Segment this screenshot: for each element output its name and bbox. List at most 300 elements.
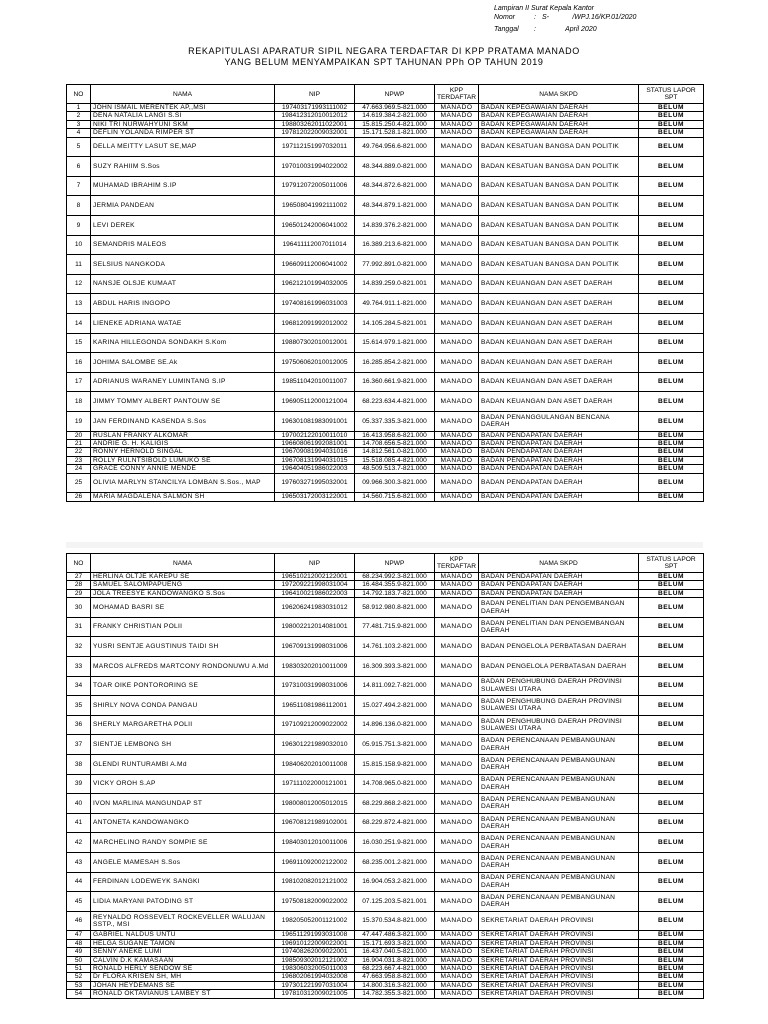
cell-kpp: MANADO [435, 392, 479, 412]
cell-status: BELUM [639, 473, 704, 493]
cell-nama: MUHAMAD IBRAHIM S.IP [91, 176, 275, 196]
cell-kpp: MANADO [435, 473, 479, 493]
cell-skpd: BADAN PERENCANAAN PEMBANGUNAN DAERAH [479, 794, 639, 814]
cell-no: 21 [67, 439, 91, 447]
cell-status: BELUM [639, 120, 704, 128]
col-header-nip: NIP [275, 85, 355, 104]
cell-npwp: 14.708.656.5-821.000 [355, 439, 435, 447]
cell-nip: 196910122009022001 [275, 939, 355, 947]
cell-status: BELUM [639, 573, 704, 581]
cell-kpp: MANADO [435, 235, 479, 255]
cell-skpd: BADAN KESATUAN BANGSA DAN POLITIK [479, 196, 639, 216]
table-row [67, 973, 704, 981]
table-row [67, 573, 704, 581]
cell-nip: 197209221998031004 [275, 581, 355, 589]
table-body-page-1 [67, 104, 704, 502]
cell-skpd: BADAN PENDAPATAN DAERAH [479, 589, 639, 597]
table-row [67, 120, 704, 128]
cell-kpp: MANADO [435, 637, 479, 657]
cell-npwp: 16.904.053.2-821.000 [355, 872, 435, 892]
table-row [67, 715, 704, 735]
col-header-kpp: KPP TERDAFTAR [435, 85, 479, 104]
cell-status: BELUM [639, 235, 704, 255]
cell-kpp: MANADO [435, 990, 479, 998]
cell-skpd: BADAN PENDAPATAN DAERAH [479, 439, 639, 447]
cell-kpp: MANADO [435, 196, 479, 216]
cell-skpd: BADAN PERENCANAAN PEMBANGUNAN DAERAH [479, 833, 639, 853]
cell-nama: MARIA MAGDALENA SALMON SH [91, 493, 275, 501]
cell-kpp: MANADO [435, 696, 479, 716]
cell-skpd: BADAN PERENCANAAN PEMBANGUNAN DAERAH [479, 774, 639, 794]
cell-nip: 197403171993111002 [275, 104, 355, 112]
cell-nip: 197301221997031004 [275, 981, 355, 989]
cell-skpd: BADAN KEUANGAN DAN ASET DAERAH [479, 274, 639, 294]
cell-nip: 196301221989032010 [275, 735, 355, 755]
cell-status: BELUM [639, 939, 704, 947]
cell-skpd: BADAN PERENCANAAN PEMBANGUNAN DAERAH [479, 754, 639, 774]
cell-npwp: 47.663.969.5-821.000 [355, 104, 435, 112]
cell-status: BELUM [639, 439, 704, 447]
cell-status: BELUM [639, 774, 704, 794]
cell-no: 28 [67, 581, 91, 589]
cell-status: BELUM [639, 598, 704, 618]
table-row [67, 392, 704, 412]
cell-npwp: 05.915.751.3-821.000 [355, 735, 435, 755]
cell-status: BELUM [639, 981, 704, 989]
cell-skpd: BADAN PENDAPATAN DAERAH [479, 573, 639, 581]
cell-kpp: MANADO [435, 456, 479, 464]
cell-kpp: MANADO [435, 372, 479, 392]
cell-status: BELUM [639, 973, 704, 981]
cell-nama: MOHAMAD BASRI SE [91, 598, 275, 618]
cell-nip: 196709081994031016 [275, 448, 355, 456]
table-row [67, 696, 704, 716]
cell-nip: 197508182009022002 [275, 892, 355, 912]
table-row [67, 774, 704, 794]
cell-no: 23 [67, 456, 91, 464]
cell-npwp: 68.229.872.4-821.000 [355, 813, 435, 833]
cell-no: 47 [67, 931, 91, 939]
cell-kpp: MANADO [435, 137, 479, 157]
cell-nip: 196511291993031008 [275, 931, 355, 939]
cell-npwp: 15.518.085.4-821.000 [355, 456, 435, 464]
table-row [67, 964, 704, 972]
cell-nip: 198002212014081001 [275, 617, 355, 637]
cell-status: BELUM [639, 411, 704, 431]
cell-nama: RONNY HERNOLD SINGAL [91, 448, 275, 456]
table-row [67, 754, 704, 774]
table-row [67, 473, 704, 493]
cell-nama: IVON MARLINA MANGUNDAP ST [91, 794, 275, 814]
cell-npwp: 16.389.213.6-821.000 [355, 235, 435, 255]
table-row [67, 235, 704, 255]
cell-nip: 198306032005011003 [275, 964, 355, 972]
cell-nama: SHERLY MARGARETHA POLII [91, 715, 275, 735]
table-row [67, 216, 704, 236]
cell-kpp: MANADO [435, 353, 479, 373]
cell-kpp: MANADO [435, 911, 479, 931]
tanggal-label: Tanggal [494, 26, 519, 33]
title-line-1: REKAPITULASI APARATUR SIPIL NEGARA TERDAFTAR DI KPP PRATAMA MANADO [188, 46, 580, 56]
cell-no: 19 [67, 411, 91, 431]
cell-skpd: SEKRETARIAT DAERAH PROVINSI [479, 931, 639, 939]
table-row [67, 676, 704, 696]
cell-status: BELUM [639, 493, 704, 501]
table-row [67, 465, 704, 473]
cell-nip: 197109212009022002 [275, 715, 355, 735]
cell-kpp: MANADO [435, 956, 479, 964]
table-row [67, 372, 704, 392]
cell-kpp: MANADO [435, 964, 479, 972]
cell-npwp: 16.360.661.9-821.000 [355, 372, 435, 392]
cell-npwp: 68.234.992.3-821.000 [355, 573, 435, 581]
cell-nip: 196802061994032008 [275, 973, 355, 981]
cell-nama: ANGELE MAMESAH S.Sos [91, 852, 275, 872]
page-break [66, 542, 703, 548]
cell-nip: 196911092002122002 [275, 852, 355, 872]
cell-skpd: SEKRETARIAT DAERAH PROVINSI [479, 939, 639, 947]
cell-no: 1 [67, 104, 91, 112]
cell-kpp: MANADO [435, 313, 479, 333]
table-header-row [67, 85, 704, 104]
cell-skpd: BADAN PERENCANAAN PEMBANGUNAN DAERAH [479, 892, 639, 912]
cell-no: 18 [67, 392, 91, 412]
tanggal-row [494, 25, 636, 34]
table-row [67, 852, 704, 872]
table-row [67, 981, 704, 989]
cell-npwp: 47.663.958.8-821.000 [355, 973, 435, 981]
cell-npwp: 48.344.872.6-821.000 [355, 176, 435, 196]
table-row [67, 313, 704, 333]
cell-nip: 196608061992081001 [275, 439, 355, 447]
cell-skpd: BADAN PENDAPATAN DAERAH [479, 448, 639, 456]
cell-skpd: BADAN PENDAPATAN DAERAH [479, 581, 639, 589]
table-row [67, 431, 704, 439]
cell-no: 3 [67, 120, 91, 128]
cell-kpp: MANADO [435, 255, 479, 275]
cell-status: BELUM [639, 294, 704, 314]
table-row [67, 872, 704, 892]
cell-no: 11 [67, 255, 91, 275]
cell-npwp: 16.309.393.3-821.000 [355, 657, 435, 677]
cell-no: 6 [67, 157, 91, 177]
cell-status: BELUM [639, 465, 704, 473]
table-row [67, 157, 704, 177]
cell-nama: HELGA SUGANE TAMON [91, 939, 275, 947]
cell-npwp: 77.992.891.0-821.000 [355, 255, 435, 275]
cell-skpd: BADAN KEUANGAN DAN ASET DAERAH [479, 353, 639, 373]
cell-nama: JOHAN HEYDEMANS SE [91, 981, 275, 989]
cell-status: BELUM [639, 833, 704, 853]
cell-kpp: MANADO [435, 448, 479, 456]
cell-npwp: 48.344.879.1-821.000 [355, 196, 435, 216]
cell-npwp: 07.125.203.5-821.001 [355, 892, 435, 912]
cell-nip: 197810312009021005 [275, 990, 355, 998]
cell-no: 35 [67, 696, 91, 716]
nomor-row [494, 13, 636, 22]
cell-no: 25 [67, 473, 91, 493]
cell-kpp: MANADO [435, 939, 479, 947]
cell-nip: 198803262011022001 [275, 120, 355, 128]
cell-kpp: MANADO [435, 657, 479, 677]
cell-nama: LEVI DEREK [91, 216, 275, 236]
cell-skpd: SEKRETARIAT DAERAH PROVINSI [479, 911, 639, 931]
cell-nip: 196511081986112001 [275, 696, 355, 716]
table-row [67, 411, 704, 431]
cell-nama: ANDRIE G. H. KALIGIS [91, 439, 275, 447]
cell-no: 16 [67, 353, 91, 373]
cell-npwp: 14.761.103.2-821.000 [355, 637, 435, 657]
recap-table-page-2 [66, 553, 704, 999]
cell-nip: 196501242006041002 [275, 216, 355, 236]
cell-skpd: BADAN KEPEGAWAIAN DAERAH [479, 129, 639, 137]
cell-nip: 196206241983031012 [275, 598, 355, 618]
cell-npwp: 68.229.868.2-821.000 [355, 794, 435, 814]
cell-no: 26 [67, 493, 91, 501]
cell-skpd: BADAN KESATUAN BANGSA DAN POLITIK [479, 235, 639, 255]
cell-nip: 197010031994022002 [275, 157, 355, 177]
cell-nip: 196609112006041002 [275, 255, 355, 275]
cell-nama: ANTONETA KANDOWANGKO [91, 813, 275, 833]
cell-npwp: 48.344.889.0-821.000 [355, 157, 435, 177]
cell-nip: 196905112000121004 [275, 392, 355, 412]
table-row [67, 274, 704, 294]
cell-no: 31 [67, 617, 91, 637]
cell-status: BELUM [639, 872, 704, 892]
cell-skpd: BADAN PERENCANAAN PEMBANGUNAN DAERAH [479, 852, 639, 872]
cell-npwp: 15.815.250.4-821.000 [355, 120, 435, 128]
cell-kpp: MANADO [435, 294, 479, 314]
cell-no: 32 [67, 637, 91, 657]
cell-npwp: 14.105.284.5-821.001 [355, 313, 435, 333]
table-row [67, 493, 704, 501]
cell-skpd: BADAN PERENCANAAN PEMBANGUNAN DAERAH [479, 735, 639, 755]
cell-kpp: MANADO [435, 176, 479, 196]
cell-no: 8 [67, 196, 91, 216]
cell-nama: DELLA MEITTY LASUT SE,MAP [91, 137, 275, 157]
cell-kpp: MANADO [435, 833, 479, 853]
cell-kpp: MANADO [435, 754, 479, 774]
cell-nama: SELSIUS NANGKODA [91, 255, 275, 275]
cell-nama: CALVIN D.K KAMASAAN [91, 956, 275, 964]
cell-kpp: MANADO [435, 794, 479, 814]
cell-npwp: 15.027.494.2-821.000 [355, 696, 435, 716]
cell-nama: ADRIANUS WARANEY LUMINTANG S.IP [91, 372, 275, 392]
cell-nama: RONALD OKTAVIANUS LAMBEY ST [91, 990, 275, 998]
cell-status: BELUM [639, 813, 704, 833]
cell-status: BELUM [639, 104, 704, 112]
table-row [67, 581, 704, 589]
cell-no: 37 [67, 735, 91, 755]
cell-npwp: 47.447.486.3-821.000 [355, 931, 435, 939]
cell-nama: OLIVIA MARLYN STANCILYA LOMBAN S.Sos., MAP [91, 473, 275, 493]
tanggal-value: April 2020 [542, 26, 597, 33]
cell-kpp: MANADO [435, 573, 479, 581]
cell-kpp: MANADO [435, 852, 479, 872]
cell-npwp: 14.896.136.0-821.000 [355, 715, 435, 735]
cell-skpd: BADAN PENELITIAN DAN PENGEMBANGAN DAERAH [479, 598, 639, 618]
cell-skpd: BADAN PENGELOLA PERBATASAN DAERAH [479, 637, 639, 657]
cell-npwp: 49.764.911.1-821.000 [355, 294, 435, 314]
cell-npwp: 16.437.040.5-821.000 [355, 948, 435, 956]
cell-nama: HERLINA OLTJE KAREPU SE [91, 573, 275, 581]
cell-nama: GLENDI RUNTURAMBI A.Md [91, 754, 275, 774]
cell-no: 50 [67, 956, 91, 964]
cell-npwp: 16.285.854.2-821.000 [355, 353, 435, 373]
cell-nip: 197603271995032001 [275, 473, 355, 493]
cell-nip: 196301081983091001 [275, 411, 355, 431]
cell-kpp: MANADO [435, 589, 479, 597]
document-title [0, 46, 768, 68]
cell-status: BELUM [639, 964, 704, 972]
col-header-nama: NAMA [91, 554, 275, 573]
cell-nip: 198511042010011007 [275, 372, 355, 392]
cell-status: BELUM [639, 676, 704, 696]
cell-nip: 196709131998031006 [275, 637, 355, 657]
cell-skpd: BADAN PENDAPATAN DAERAH [479, 456, 639, 464]
cell-skpd: BADAN KEUANGAN DAN ASET DAERAH [479, 294, 639, 314]
cell-nip: 197111022000121001 [275, 774, 355, 794]
cell-no: 22 [67, 448, 91, 456]
cell-status: BELUM [639, 137, 704, 157]
cell-nip: 197812022009032001 [275, 129, 355, 137]
cell-status: BELUM [639, 448, 704, 456]
cell-nama: MARCHELINO RANDY SOMPIE SE [91, 833, 275, 853]
cell-nama: Dr FLORA KRISEN SH, MH [91, 973, 275, 981]
cell-kpp: MANADO [435, 104, 479, 112]
cell-nama: ABDUL HARIS INGOPO [91, 294, 275, 314]
cell-nip: 196708121989102001 [275, 813, 355, 833]
cell-no: 14 [67, 313, 91, 333]
table-row [67, 439, 704, 447]
cell-kpp: MANADO [435, 120, 479, 128]
cell-npwp: 68.223.667.4-821.000 [355, 964, 435, 972]
cell-status: BELUM [639, 892, 704, 912]
cell-skpd: BADAN KESATUAN BANGSA DAN POLITIK [479, 255, 639, 275]
lampiran-label: Lampiran II Surat Kepala Kantor [494, 5, 595, 12]
table-row [67, 589, 704, 597]
cell-npwp: 14.839.376.2-821.000 [355, 216, 435, 236]
cell-kpp: MANADO [435, 157, 479, 177]
cell-nama: VICKY OROH S.AP [91, 774, 275, 794]
cell-no: 12 [67, 274, 91, 294]
cell-nama: LIENEKE ADRIANA WATAE [91, 313, 275, 333]
cell-nip: 196212101994032005 [275, 274, 355, 294]
cell-status: BELUM [639, 852, 704, 872]
cell-npwp: 16.904.031.8-821.000 [355, 956, 435, 964]
cell-nama: JAN FERDINAND KASENDA S.Sos [91, 411, 275, 431]
cell-npwp: 14.811.092.7-821.000 [355, 676, 435, 696]
table-row [67, 617, 704, 637]
cell-nip: 197506062010012005 [275, 353, 355, 373]
cell-nip: 197310031998031006 [275, 676, 355, 696]
cell-nip: 197408262009022001 [275, 948, 355, 956]
cell-skpd: BADAN KESATUAN BANGSA DAN POLITIK [479, 216, 639, 236]
cell-nama: DENA NATALIA LANGI S.SI [91, 112, 275, 120]
cell-npwp: 05.337.335.3-821.000 [355, 411, 435, 431]
cell-kpp: MANADO [435, 774, 479, 794]
cell-kpp: MANADO [435, 872, 479, 892]
cell-no: 24 [67, 465, 91, 473]
cell-status: BELUM [639, 990, 704, 998]
cell-status: BELUM [639, 735, 704, 755]
cell-nama: DEFLIN YOLANDA RIMPER ST [91, 129, 275, 137]
cell-skpd: BADAN PENELITIAN DAN PENGEMBANGAN DAERAH [479, 617, 639, 637]
cell-status: BELUM [639, 956, 704, 964]
col-header-no: NO [67, 554, 91, 573]
cell-status: BELUM [639, 931, 704, 939]
cell-skpd: BADAN KEPEGAWAIAN DAERAH [479, 112, 639, 120]
col-header-kpp: KPP TERDAFTAR [435, 554, 479, 573]
cell-no: 17 [67, 372, 91, 392]
cell-no: 2 [67, 112, 91, 120]
cell-kpp: MANADO [435, 892, 479, 912]
cell-nama: YUSRI SENTJE AGUSTINUS TAIDI SH [91, 637, 275, 657]
table-row [67, 637, 704, 657]
cell-no: 54 [67, 990, 91, 998]
cell-nama: JOHIMA SALOMBE SE.Ak [91, 353, 275, 373]
col-header-npwp: NPWP [355, 554, 435, 573]
cell-nip: 196503172003122001 [275, 493, 355, 501]
cell-kpp: MANADO [435, 948, 479, 956]
cell-nip: 198008012005012015 [275, 794, 355, 814]
table-row [67, 456, 704, 464]
cell-nip: 198412312010012012 [275, 112, 355, 120]
cell-no: 7 [67, 176, 91, 196]
cell-npwp: 58.912.980.8-821.000 [355, 598, 435, 618]
cell-status: BELUM [639, 794, 704, 814]
cell-skpd: BADAN KESATUAN BANGSA DAN POLITIK [479, 137, 639, 157]
cell-npwp: 14.708.965.0-821.000 [355, 774, 435, 794]
cell-nama: FRANKY CHRISTIAN POLII [91, 617, 275, 637]
cell-skpd: BADAN PENDAPATAN DAERAH [479, 493, 639, 501]
cell-status: BELUM [639, 696, 704, 716]
cell-skpd: SEKRETARIAT DAERAH PROVINSI [479, 973, 639, 981]
cell-skpd: BADAN PERENCANAAN PEMBANGUNAN DAERAH [479, 872, 639, 892]
cell-skpd: BADAN KESATUAN BANGSA DAN POLITIK [479, 176, 639, 196]
cell-no: 36 [67, 715, 91, 735]
cell-status: BELUM [639, 911, 704, 931]
cell-status: BELUM [639, 196, 704, 216]
cell-kpp: MANADO [435, 581, 479, 589]
table-row [67, 948, 704, 956]
cell-nip: 198807302010012001 [275, 333, 355, 353]
col-header-nama: NAMA [91, 85, 275, 104]
table-row [67, 104, 704, 112]
cell-no: 40 [67, 794, 91, 814]
cell-no: 39 [67, 774, 91, 794]
cell-status: BELUM [639, 431, 704, 439]
table-row [67, 657, 704, 677]
cell-no: 33 [67, 657, 91, 677]
cell-status: BELUM [639, 754, 704, 774]
table-row [67, 735, 704, 755]
nomor-label: Nomor [494, 14, 516, 21]
cell-npwp: 16.030.251.9-821.000 [355, 833, 435, 853]
table-row [67, 956, 704, 964]
cell-nama: RUSLAN FRANKY ALKOMAR [91, 431, 275, 439]
table-row [67, 255, 704, 275]
cell-no: 46 [67, 911, 91, 931]
cell-no: 41 [67, 813, 91, 833]
cell-nama: LIDIA MARYANI PATODING ST [91, 892, 275, 912]
col-header-status: STATUS LAPOR SPT [639, 554, 704, 573]
cell-nip: 196708131994031015 [275, 456, 355, 464]
cell-skpd: BADAN KEUANGAN DAN ASET DAERAH [479, 313, 639, 333]
cell-nip: 196411112007011014 [275, 235, 355, 255]
cell-npwp: 68.235.001.2-821.000 [355, 852, 435, 872]
cell-npwp: 09.966.300.3-821.000 [355, 473, 435, 493]
